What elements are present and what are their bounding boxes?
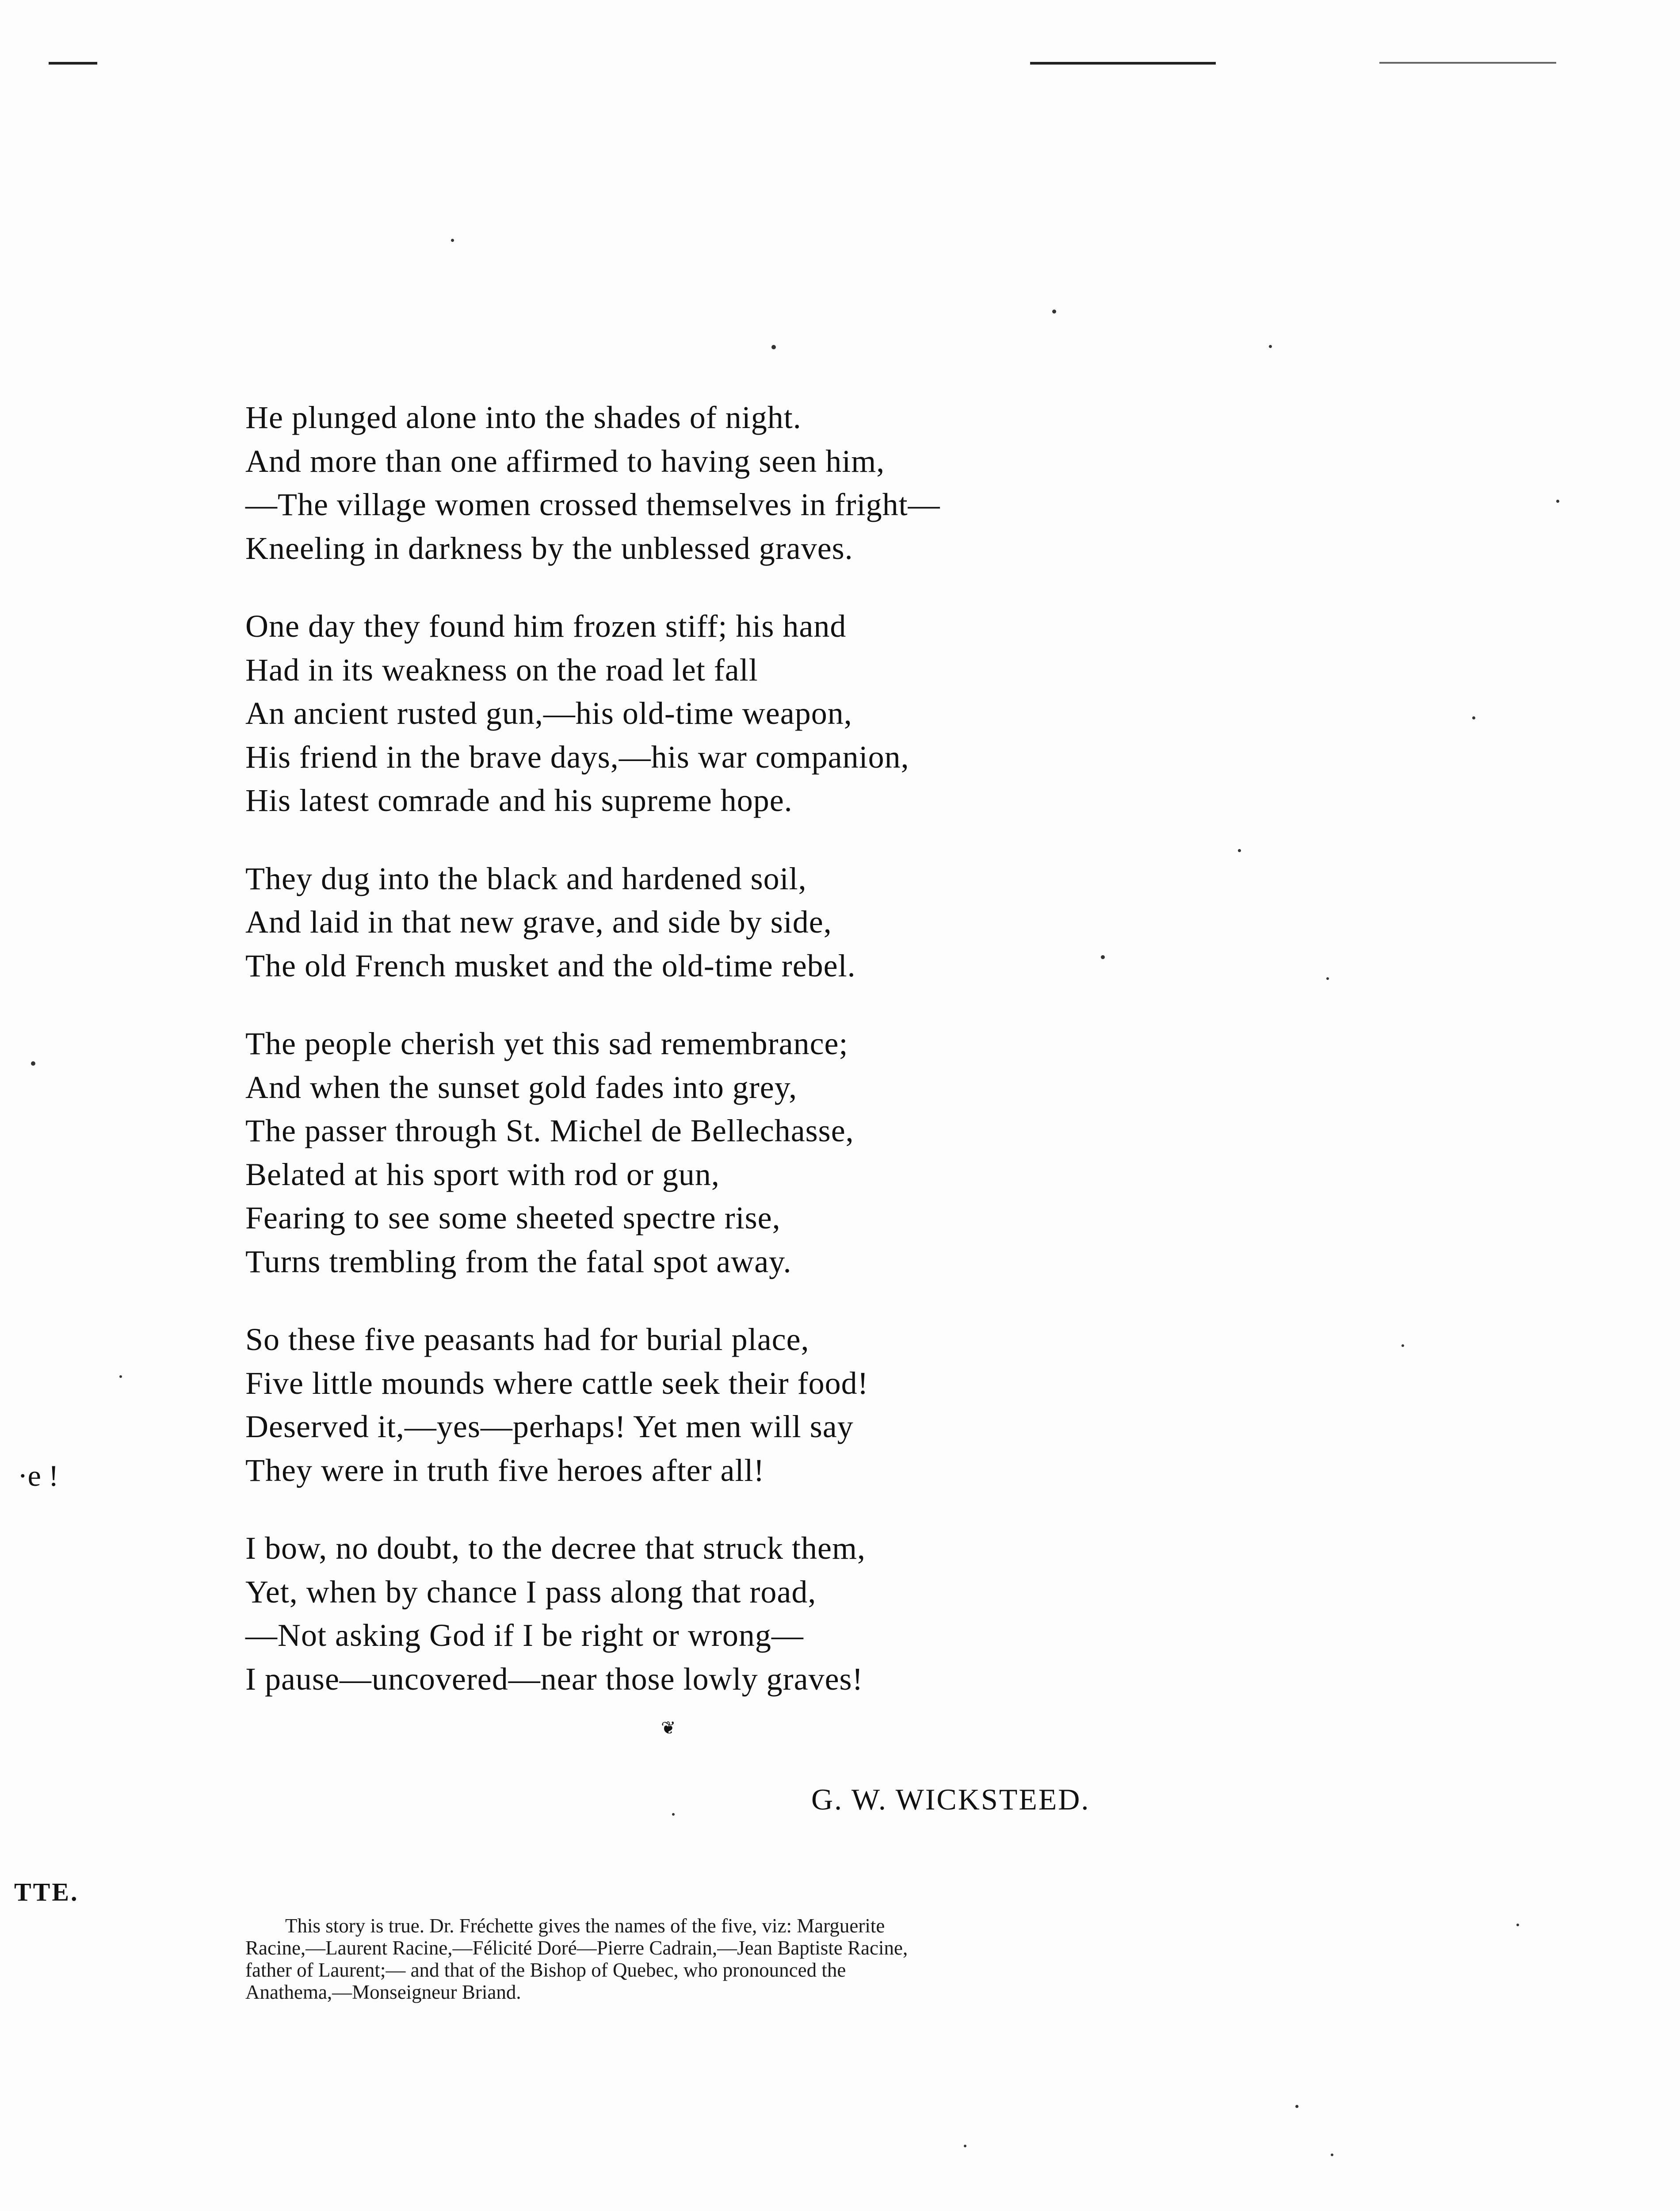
scan-speck bbox=[119, 1375, 122, 1378]
scan-speck bbox=[31, 1061, 35, 1066]
scan-speck bbox=[771, 345, 776, 349]
footnote-line: Racine,—Laurent Racine,—Félicité Doré—Pierre Cadrain,—Jean Baptiste Racine, bbox=[245, 1937, 908, 1959]
poem-line: He plunged alone into the shades of night. bbox=[245, 400, 802, 435]
poem-line: And when the sunset gold fades into grey, bbox=[245, 1069, 798, 1105]
poem-line: And more than one affirmed to having seen him, bbox=[245, 443, 885, 479]
top-rule-far-right bbox=[1379, 62, 1556, 64]
scan-speck bbox=[1052, 310, 1056, 314]
scan-speck bbox=[1295, 2105, 1298, 2108]
poem-line: Fearing to see some sheeted spectre rise, bbox=[245, 1200, 781, 1236]
poem bbox=[245, 396, 1130, 1701]
stanza bbox=[245, 1318, 1130, 1492]
poem-line: Deserved it,—yes—perhaps! Yet men will say bbox=[245, 1409, 854, 1444]
poem-line: They dug into the black and hardened soil, bbox=[245, 861, 807, 896]
poem-line: One day they found him frozen stiff; his hand bbox=[245, 608, 847, 644]
poem-line: His friend in the brave days,—his war companion, bbox=[245, 739, 909, 775]
top-rule-left bbox=[49, 62, 97, 65]
poem-line: —Not asking God if I be right or wrong— bbox=[245, 1618, 804, 1653]
poem-line: And laid in that new grave, and side by side, bbox=[245, 904, 832, 940]
footnote-line: Anathema,—Monseigneur Briand. bbox=[245, 1981, 521, 2003]
stanza bbox=[245, 604, 1130, 822]
scan-speck bbox=[1401, 1344, 1404, 1347]
stanza bbox=[245, 857, 1130, 988]
stanza bbox=[245, 396, 1130, 570]
footnote-line: father of Laurent;— and that of the Bishop of Quebec, who pronounced the bbox=[245, 1959, 846, 1981]
poem-line: Five little mounds where cattle seek their food! bbox=[245, 1365, 869, 1401]
scan-speck bbox=[1516, 1924, 1519, 1926]
poem-line: Kneeling in darkness by the unblessed graves. bbox=[245, 530, 853, 566]
stanza bbox=[245, 1022, 1130, 1283]
scan-speck bbox=[1326, 977, 1329, 980]
poem-line: Yet, when by chance I pass along that road, bbox=[245, 1574, 817, 1610]
footnote bbox=[245, 1915, 1138, 2003]
poem-line: So these five peasants had for burial place, bbox=[245, 1322, 809, 1357]
poem-line: They were in truth five heroes after all! bbox=[245, 1452, 765, 1488]
scan-speck bbox=[1472, 716, 1475, 719]
poem-line: I pause—uncovered—near those lowly graves! bbox=[245, 1661, 863, 1697]
scan-speck bbox=[672, 1813, 675, 1816]
poem-line: Had in its weakness on the road let fall bbox=[245, 652, 758, 688]
stanza bbox=[245, 1526, 1130, 1701]
fleuron-icon: ❦ bbox=[661, 1718, 676, 1738]
poem-line: His latest comrade and his supreme hope. bbox=[245, 783, 793, 818]
scan-speck bbox=[1556, 500, 1559, 503]
poem-line: The old French musket and the old-time rebel. bbox=[245, 948, 856, 983]
poem-line: An ancient rusted gun,—his old-time weapon, bbox=[245, 696, 852, 731]
scan-speck bbox=[1238, 849, 1241, 852]
scan-speck bbox=[1101, 955, 1105, 959]
poem-line: The passer through St. Michel de Bellechasse, bbox=[245, 1113, 854, 1148]
top-rule-right bbox=[1030, 62, 1216, 65]
poem-line: I bow, no doubt, to the decree that struck them, bbox=[245, 1530, 866, 1566]
scan-speck bbox=[451, 239, 454, 242]
margin-fragment: ·e ! bbox=[18, 1459, 59, 1492]
scan-speck bbox=[1269, 345, 1272, 348]
margin-heading-fragment: TTE. bbox=[14, 1878, 79, 1906]
poem-line: —The village women crossed themselves in fright— bbox=[245, 487, 940, 522]
footnote-line: This story is true. Dr. Fréchette gives the names of the five, viz: Marguerite bbox=[285, 1915, 885, 1937]
poem-line: Belated at his sport with rod or gun, bbox=[245, 1156, 720, 1192]
scan-speck bbox=[964, 2145, 966, 2147]
author-signature: G. W. WICKSTEED. bbox=[811, 1783, 1090, 1816]
scan-speck bbox=[1331, 2154, 1333, 2156]
poem-line: Turns trembling from the fatal spot away. bbox=[245, 1243, 792, 1279]
poem-line: The people cherish yet this sad remembrance; bbox=[245, 1026, 848, 1061]
